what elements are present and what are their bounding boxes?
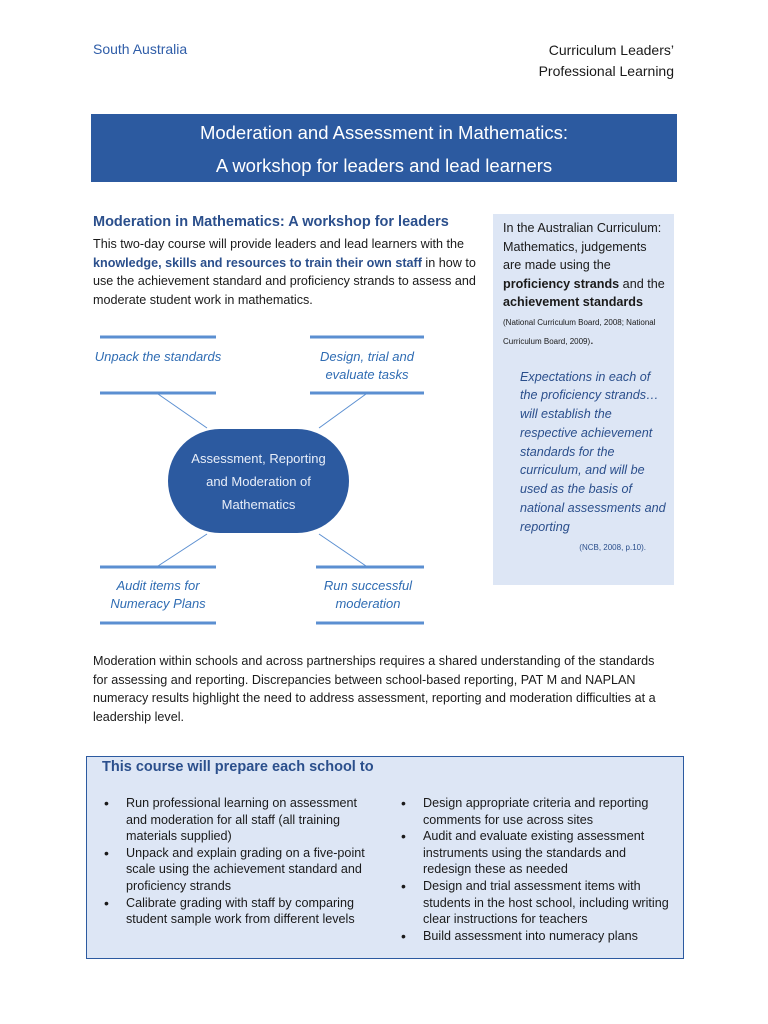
banner-title-line2: A workshop for leaders and lead learners	[215, 155, 553, 176]
central-node-line1: Assessment, Reporting	[191, 450, 326, 466]
list-item: • Design appropriate criteria and reporting comments for use across sites	[399, 795, 669, 828]
mind-map-diagram	[95, 330, 435, 630]
intro-highlight: knowledge, skills and resources to train their own staff	[93, 255, 422, 270]
node-audit-items: Audit items for Numeracy Plans	[110, 578, 206, 611]
sidebar-statement	[503, 219, 666, 350]
sidebar-text-2: and the	[619, 276, 665, 291]
sidebar-text-1: In the Australian Curriculum: Mathematics, judgements are made using the	[503, 221, 662, 272]
sidebar-bold-2: achievement standards	[503, 295, 643, 309]
outcomes-list-left	[102, 795, 377, 928]
document-series-title	[539, 40, 674, 82]
banner-title-line1: Moderation and Assessment in Mathematics:	[199, 122, 569, 143]
sidebar-panel	[493, 214, 674, 585]
outcomes-list-right	[399, 795, 669, 944]
moderation-paragraph: Moderation within schools and across partnerships requires a shared understanding of the standards for assessing and reporting. Discrepancies between school-based reporting, PAT M and NAPLAN numeracy results highlight the need to address assessment, reporting and moderation difficulties at a leadership level.	[93, 654, 656, 724]
sidebar-quote: Expectations in each of the proficiency strands… will establish the respective achievement standards for the curriculum, and will be used as the basis of national assessments and reporting	[520, 369, 666, 534]
node-unpack-standards: Unpack the standards	[94, 349, 222, 364]
quote-citation	[503, 539, 666, 558]
intro-text: This two-day course will provide leaders and lead learners with the	[93, 237, 464, 251]
connector-top-right	[319, 394, 366, 428]
central-node-line2: and Moderation of	[206, 473, 311, 489]
connector-top-left	[158, 394, 207, 428]
sidebar-bold-1: proficiency strands	[503, 276, 620, 291]
node-design-tasks: Design, trial and evaluate tasks	[320, 349, 414, 382]
connector-bottom-right	[319, 534, 366, 566]
list-item: • Run professional learning on assessment and moderation for all staff (all training materials supplied)	[102, 795, 377, 845]
sidebar-citation-end: .	[590, 332, 594, 347]
list-item: • Design and trial assessment items with students in the host school, including writing clear instructions for teachers	[399, 878, 669, 928]
course-outcomes-box	[86, 756, 684, 959]
intro-text-end: in how to use the achievement standard and proficiency strands to assess and moderate student work in mathematics.	[93, 255, 476, 307]
central-node-line3: Mathematics	[221, 496, 296, 512]
sidebar-citation: (National Curriculum Board, 2008; National Curriculum Board, 2009)	[503, 317, 656, 346]
brand-label: South Australia	[93, 41, 188, 57]
series-title-line1: Curriculum Leaders’	[548, 42, 674, 58]
title-banner	[91, 114, 677, 182]
intro-paragraph	[93, 235, 485, 309]
quote-citation-end: .	[643, 542, 646, 552]
node-run-moderation: Run successful moderation	[323, 578, 413, 611]
intro-heading: Moderation in Mathematics: A workshop for leaders	[93, 214, 449, 230]
list-item: • Calibrate grading with staff by comparing student sample work from different levels	[102, 895, 377, 928]
list-item: • Unpack and explain grading on a five-point scale using the achievement standard and proficiency strands	[102, 845, 377, 895]
list-item: • Audit and evaluate existing assessment instruments using the standards and redesign these as needed	[399, 828, 669, 878]
connector-bottom-left	[158, 534, 207, 566]
central-node	[168, 429, 349, 533]
list-item: • Build assessment into numeracy plans	[399, 928, 669, 945]
course-title: This course will prepare each school to	[102, 759, 374, 775]
quote-citation-text: (NCB, 2008, p.10)	[579, 542, 644, 552]
series-title-line2: Professional Learning	[538, 63, 674, 79]
